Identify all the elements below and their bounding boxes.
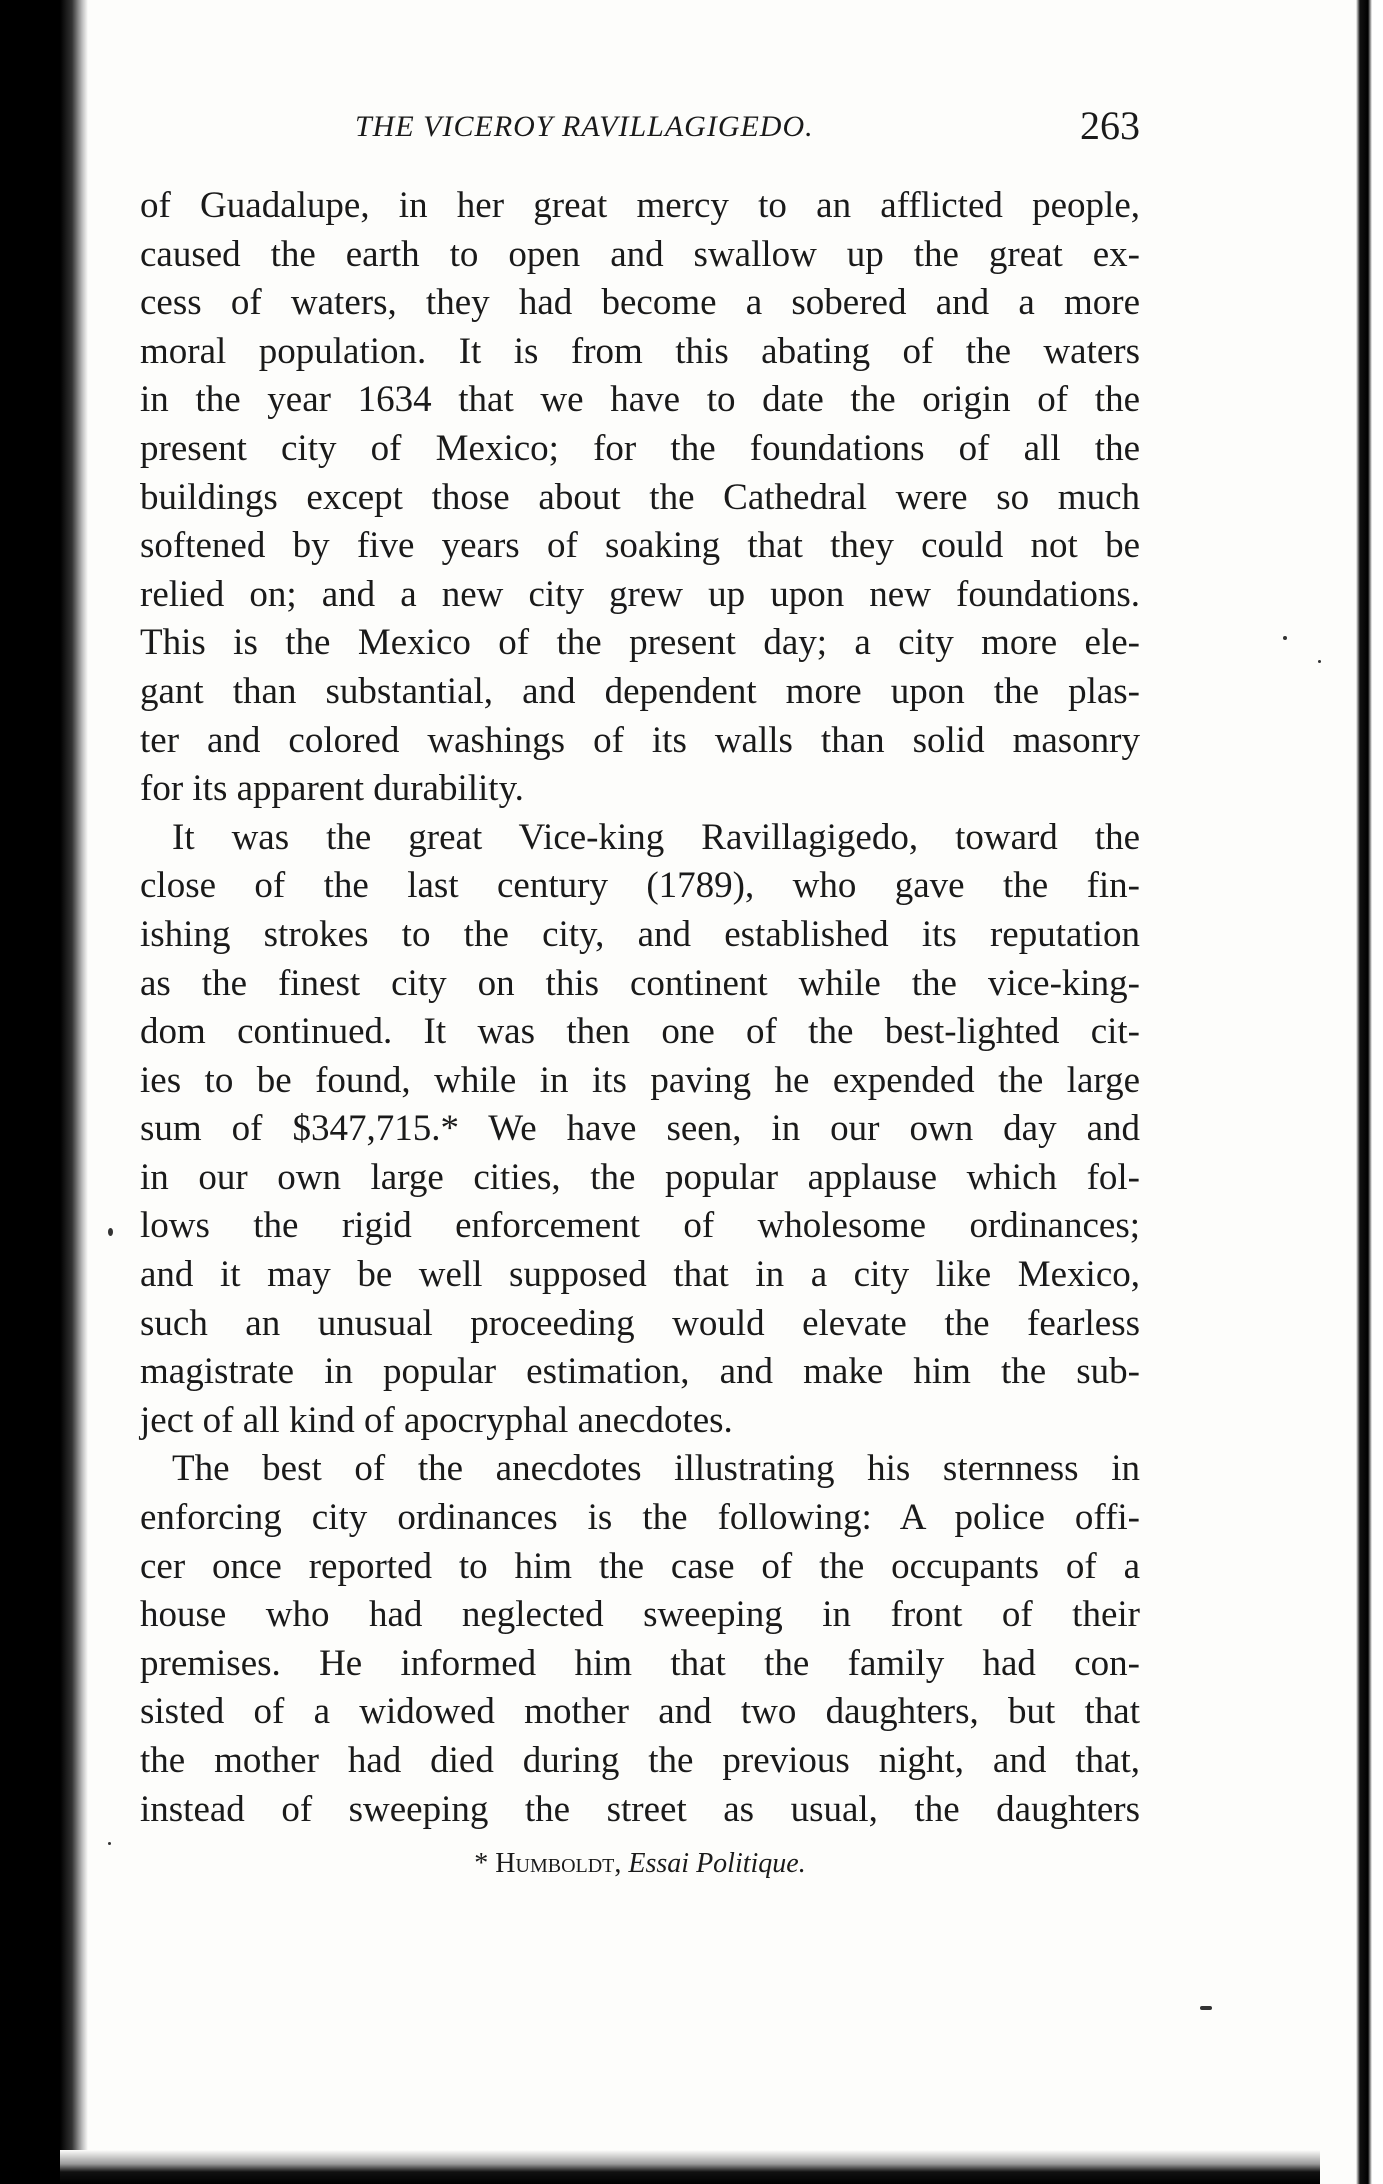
text-line: ishing strokes to the city, and established its reputation [140, 913, 1140, 955]
text-line: cer once reported to him the case of the occupants of a [140, 1545, 1140, 1587]
footnote-author: Humboldt, [495, 1848, 622, 1879]
body-text [140, 182, 1140, 1834]
text-line: relied on; and a new city grew up upon new foundations. [140, 573, 1140, 615]
text-line: This is the Mexico of the present day; a city more ele- [140, 622, 1140, 664]
text-line: ject of all kind of apocryphal anecdotes. [140, 1399, 733, 1441]
text-line: in our own large cities, the popular applause which fol- [140, 1156, 1140, 1198]
text-line: house who had neglected sweeping in front of their [140, 1594, 1140, 1636]
bottom-edge-shadow [60, 2150, 1320, 2184]
text-line: for its apparent durability. [140, 768, 524, 810]
text-line: sisted of a widowed mother and two daughters, but that [140, 1691, 1140, 1733]
text-line: premises. He informed him that the family had con- [140, 1642, 1140, 1684]
text-line: softened by five years of soaking that they could not be [140, 525, 1140, 567]
text-line: It was the great Vice-king Ravillagigedo, toward the [172, 816, 1140, 858]
running-title: THE VICEROY RAVILLAGIGEDO. [355, 110, 814, 143]
footnote [140, 1848, 1140, 1880]
footnote-work: Essai Politique. [628, 1848, 806, 1879]
text-line: as the finest city on this continent while the vice-king- [140, 962, 1140, 1004]
text-line: of Guadalupe, in her great mercy to an afflicted people, [140, 185, 1140, 226]
text-line: The best of the anecdotes illustrating his sternness in [172, 1448, 1140, 1490]
text-line: gant than substantial, and dependent more upon the plas- [140, 670, 1140, 712]
running-head [140, 102, 1140, 152]
text-line: present city of Mexico; for the foundations of all the [140, 427, 1140, 469]
right-edge-shadow [1348, 0, 1383, 2184]
text-line: moral population. It is from this abating of the waters [140, 330, 1140, 372]
text-line: and it may be well supposed that in a city like Mexico, [140, 1254, 1140, 1296]
text-line: enforcing city ordinances is the following: A police offi- [140, 1497, 1140, 1539]
scan-speck [1200, 2006, 1212, 2010]
text-line: in the year 1634 that we have to date the origin of the [140, 379, 1140, 421]
text-line: lows the rigid enforcement of wholesome ordinances; [140, 1205, 1140, 1247]
page-number: 263 [1080, 103, 1140, 148]
text-line: magistrate in popular estimation, and make him the sub- [140, 1351, 1140, 1393]
text-line: dom continued. It was then one of the best-lighted cit- [140, 1011, 1140, 1053]
text-line: sum of $347,715.* We have seen, in our own day and [140, 1108, 1140, 1150]
text-line: close of the last century (1789), who gave the fin- [140, 865, 1140, 907]
text-line: buildings except those about the Cathedral were so much [140, 476, 1140, 518]
binding-shadow [0, 0, 88, 2184]
scan-speck [1283, 636, 1287, 640]
scan-speck [1318, 660, 1321, 663]
text-line: the mother had died during the previous night, and that, [140, 1740, 1140, 1781]
text-line: caused the earth to open and swallow up the great ex- [140, 233, 1140, 275]
footnote-marker: * [474, 1848, 489, 1879]
scan-speck [108, 1228, 113, 1236]
text-line: instead of sweeping the street as usual, the daughters [140, 1788, 1140, 1830]
text-line: ies to be found, while in its paving he expended the large [140, 1059, 1140, 1101]
scan-speck [108, 1842, 111, 1845]
text-line: ter and colored washings of its walls than solid masonry [140, 719, 1140, 761]
text-line: cess of waters, they had become a sobered and a more [140, 282, 1140, 324]
text-line: such an unusual proceeding would elevate the fearless [140, 1302, 1140, 1344]
